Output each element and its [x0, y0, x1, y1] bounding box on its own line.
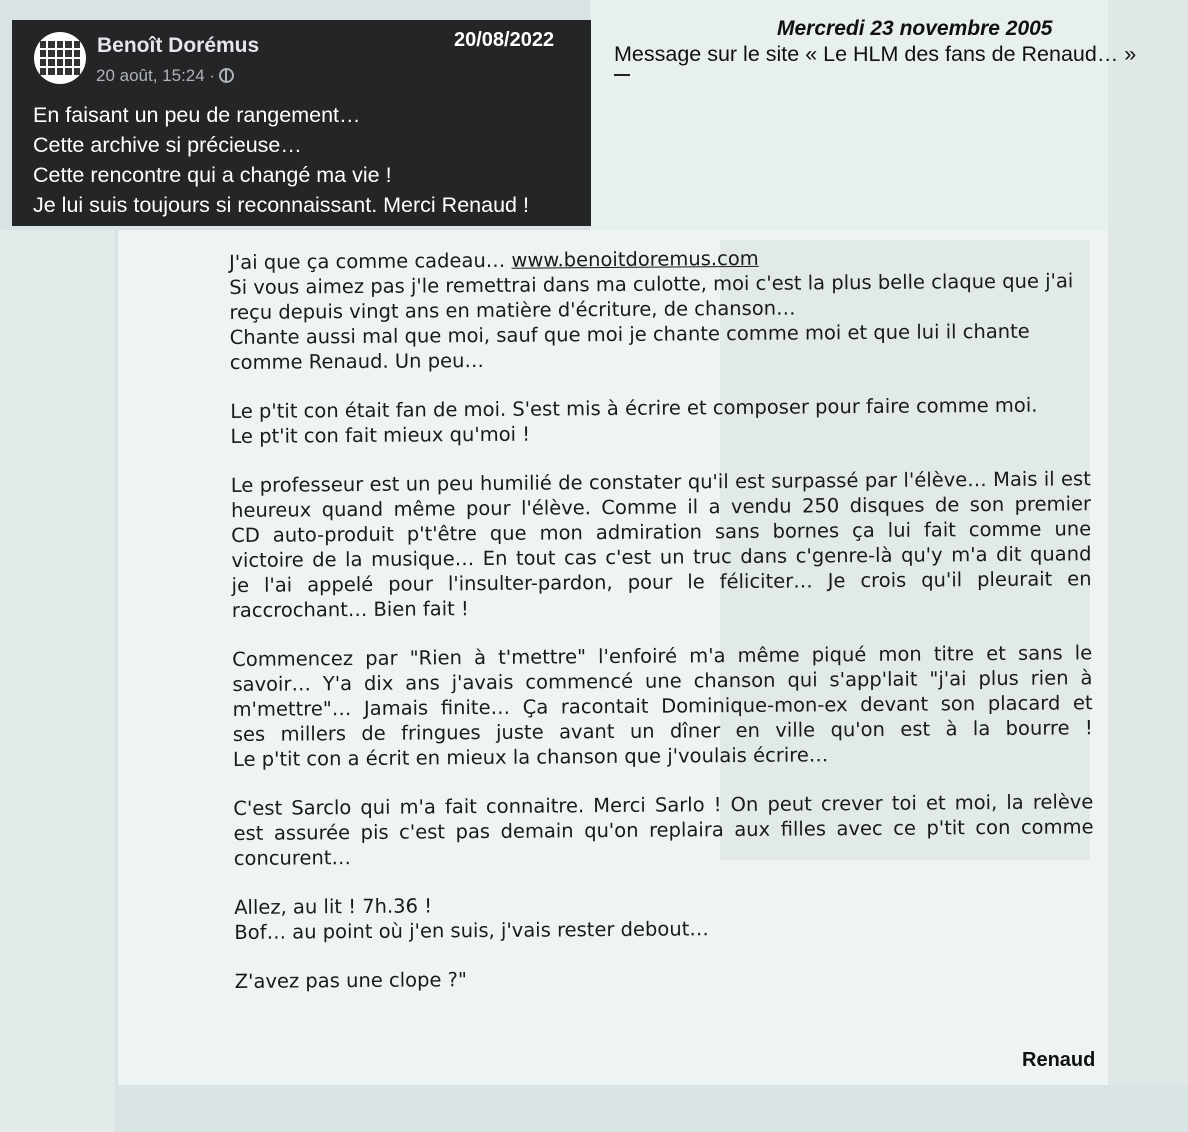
letter-line: Z'avez pas une clope ?" — [234, 968, 468, 993]
letter-line: Le professeur est un peu humilié de constater qu'il est surpassé par l'élève… Mais il est — [230, 467, 1091, 497]
letter-line: victoire de la musique… En tout cas c'est un truc dans c'genre-là qu'y m'a dit quand — [231, 542, 1092, 572]
letter-line: Le p'tit con a écrit en mieux la chanson que j'voulais écrire… — [232, 743, 829, 771]
post-line: Cette archive si précieuse… — [33, 133, 302, 157]
letter-body — [229, 243, 1095, 1018]
facebook-post-card — [12, 20, 591, 226]
letter-paragraph-6 — [234, 888, 1094, 945]
letter-line: ses millers de fringues juste avant un dîner en ville qu'on est à la bourre ! — [232, 716, 1093, 746]
letter-opening: J'ai que ça comme cadeau… — [229, 248, 512, 274]
letter-line: Chante aussi mal que moi, sauf que moi je chante comme moi et que lui il chante — [229, 319, 1030, 349]
background-right-strip — [1108, 0, 1188, 1132]
letter-line: Bof… au point où j'en suis, j'vais rester debout… — [234, 917, 709, 944]
letter-paragraph-7 — [235, 962, 1095, 994]
letter-line: Le pt'it con fait mieux qu'moi ! — [230, 422, 531, 448]
divider — [614, 74, 630, 76]
letter-paragraph-4 — [232, 640, 1093, 772]
letter-line: CD auto-produit p't'être que mon admiration sans bornes ça lui fait comme une — [231, 517, 1092, 547]
letter-line: raccrochant… Bien fait ! — [231, 597, 469, 622]
letter-paragraph-3 — [231, 466, 1092, 623]
post-line: Je lui suis toujours si reconnaissant. Merci Renaud ! — [33, 193, 529, 217]
letter-line: Commencez par "Rien à t'mettre" l'enfoiré m'a même piqué mon titre et sans le — [232, 641, 1093, 671]
message-date: Mercredi 23 novembre 2005 — [777, 17, 1053, 40]
post-author-name[interactable]: Benoît Dorémus — [97, 34, 260, 57]
letter-line: reçu depuis vingt ans en matière d'écriture, de chanson… — [229, 296, 796, 324]
background-left-strip — [0, 230, 115, 1132]
letter-line: Le p'tit con était fan de moi. S'est mis à écrire et composer pour faire comme moi. — [230, 393, 1038, 423]
post-timestamp[interactable]: 20 août, 15:24 · — [96, 66, 216, 85]
letter-line: heureux quand même pour l'élève. Comme il a vendu 250 disques de son premier — [230, 492, 1092, 522]
letter-line: C'est Sarclo qui m'a fait connaitre. Merci Sarlo ! On peut crever toi et moi, la relève — [233, 790, 1094, 820]
post-body — [33, 100, 529, 220]
post-line: Cette rencontre qui a changé ma vie ! — [33, 163, 392, 187]
letter-line: savoir… Y'a dix ans j'avais commencé une chanson qui s'app'lait "j'ai plus rien à — [232, 666, 1093, 696]
globe-icon — [219, 68, 234, 83]
letter-line: m'mettre"… Jamais finite… Ça racontait Dominique-mon-ex devant son placard et — [232, 691, 1093, 721]
signature: Renaud — [1022, 1049, 1096, 1071]
site-message-caption: Message sur le site « Le HLM des fans de Renaud… » — [614, 42, 1137, 66]
post-meta[interactable] — [96, 66, 234, 86]
letter-line: Si vous aimez pas j'le remettrai dans ma culotte, moi c'est la plus belle claque que j'ai — [229, 269, 1074, 299]
letter-line: Allez, au lit ! 7h.36 ! — [234, 894, 433, 919]
letter-paragraph-2 — [230, 392, 1090, 449]
background-bottom-strip — [118, 1085, 1188, 1132]
letter-paragraph-1 — [229, 243, 1090, 375]
letter-line: je l'ai appelé pour l'insulter-pardon, pour le féliciter… Je crois qu'il pleurait en — [231, 567, 1092, 597]
letter-line: est assurée pis c'est pas demain qu'on replaira aux filles avec ce p'tit con comme — [233, 815, 1094, 845]
letter-line: concurent… — [233, 846, 352, 870]
letter-line: comme Renaud. Un peu… — [229, 349, 484, 374]
letter-paragraph-5 — [233, 789, 1094, 871]
website-link[interactable]: www.benoitdoremus.com — [511, 246, 759, 272]
post-date-stamp: 20/08/2022 — [454, 29, 555, 51]
avatar[interactable] — [34, 32, 86, 84]
post-line: En faisant un peu de rangement… — [33, 103, 361, 127]
